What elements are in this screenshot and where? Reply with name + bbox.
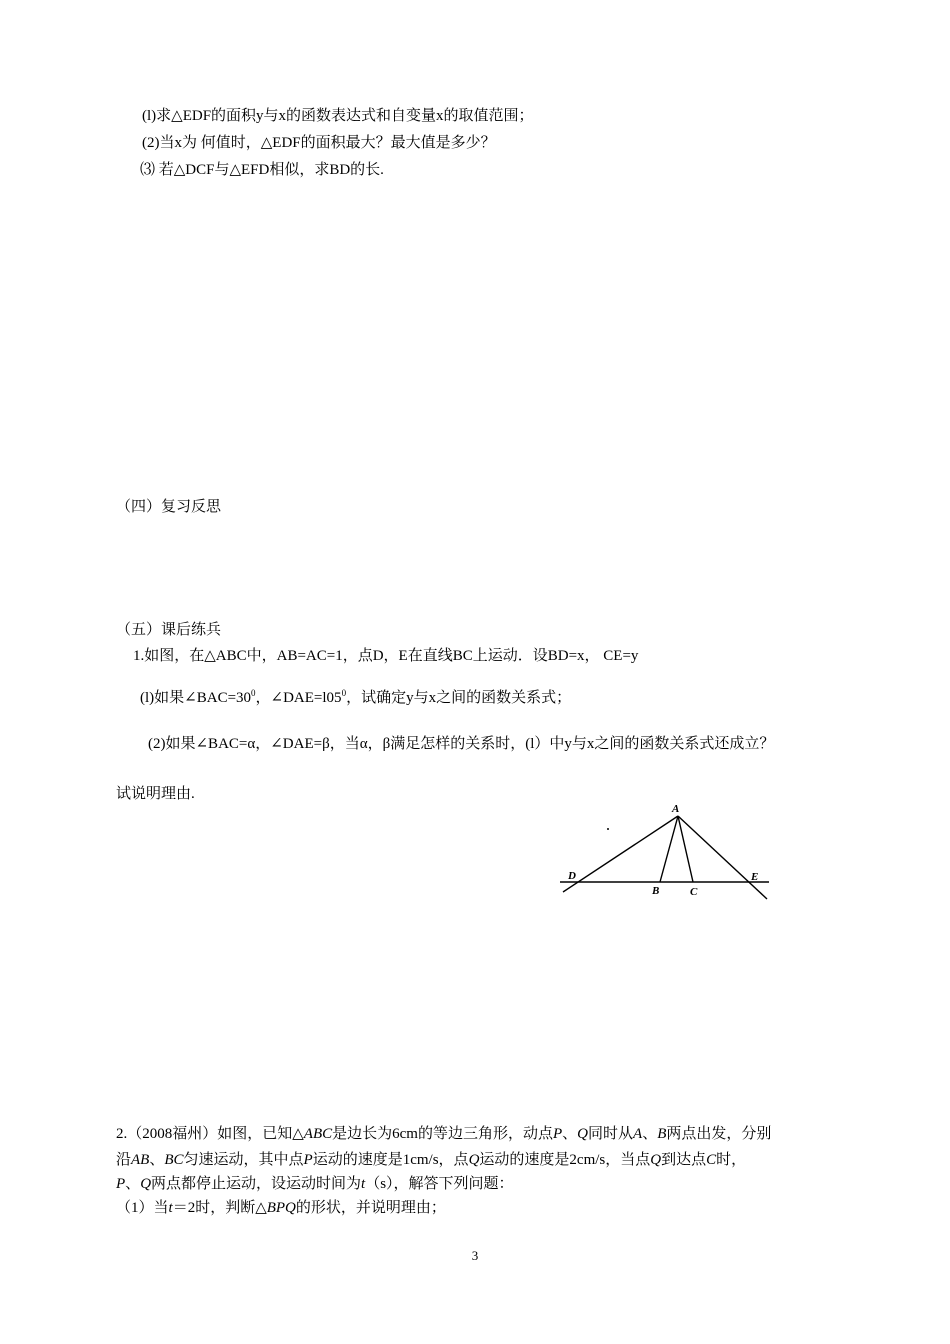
page-number: 3 <box>471 1248 479 1263</box>
text-span: ，∠DAE=l05 <box>255 690 342 706</box>
italic-var: Q <box>140 1176 152 1192</box>
italic-var: BC <box>164 1152 184 1168</box>
degree-superscript: 0 <box>341 688 347 698</box>
text-span: 运动的速度是2cm/s，当点 <box>479 1152 651 1168</box>
exercise-1-question-2: (2)如果∠BAC=α，∠DAE=β，当α，β满足怎样的关系时，(l）中y与x之间的函数关系式还成立？ <box>148 736 775 752</box>
text-span: 是边长为6cm的等边三角形，动点 <box>332 1126 553 1142</box>
label-d: D <box>568 870 576 882</box>
text-span: 的形状，并说明理由； <box>295 1200 446 1216</box>
italic-var: Q <box>650 1152 662 1168</box>
exercise-1-question-1 <box>140 688 571 708</box>
problem-2-question-1 <box>116 1198 446 1218</box>
text-span: ＝2时，判断△ <box>172 1200 267 1216</box>
italic-var: BPQ <box>266 1200 296 1216</box>
text-span: 同时从 <box>588 1126 634 1142</box>
italic-var: P <box>116 1176 126 1192</box>
text-span: 、 <box>149 1152 165 1168</box>
text-span: 、 <box>125 1176 141 1192</box>
text-span: 、 <box>642 1126 658 1142</box>
italic-var: A <box>633 1126 643 1142</box>
exercise-1-reason: 试说明理由. <box>116 786 195 802</box>
text-span: 沿 <box>116 1152 132 1168</box>
text-span: 时， <box>716 1152 747 1168</box>
italic-var: B <box>657 1126 667 1142</box>
text-span: 到达点 <box>661 1152 707 1168</box>
text-span: 匀速运动，其中点 <box>183 1152 304 1168</box>
label-e: E <box>751 871 759 883</box>
label-a: A <box>672 803 680 815</box>
section-4-heading: （四）复习反思 <box>116 499 222 515</box>
problem-2-line-1 <box>116 1124 771 1144</box>
question-3: ⑶ 若△DCF与△EFD相似，求BD的长. <box>140 162 384 178</box>
question-2: (2)当x为 何值时，△EDF的面积最大？最大值是多少？ <box>142 135 496 151</box>
italic-var: t <box>168 1200 173 1216</box>
italic-var: P <box>552 1126 563 1142</box>
triangle-figure <box>555 800 775 905</box>
label-c: C <box>690 886 698 898</box>
text-span: 、 <box>562 1126 578 1142</box>
section-5-heading: （五）课后练兵 <box>116 622 222 638</box>
italic-var: Q <box>468 1152 480 1168</box>
degree-superscript: 0 <box>251 688 256 698</box>
text-span: 2.（2008福州）如图，已知△ <box>116 1126 304 1142</box>
italic-var: P <box>303 1152 313 1168</box>
text-span: ，试确定y与x之间的函数关系式； <box>346 690 572 706</box>
text-span: （1）当 <box>116 1200 169 1216</box>
label-b: B <box>652 885 660 897</box>
exercise-1-intro: 1.如图，在△ABC中，AB=AC=1，点D，E在直线BC上运动．设BD=x， CE=y <box>133 648 639 664</box>
italic-var: ABC <box>303 1126 333 1142</box>
italic-var: AB <box>131 1152 150 1168</box>
stray-dot <box>607 828 609 830</box>
text-span: （s），解答下列问题： <box>365 1176 514 1192</box>
text-span: 两点出发，分别 <box>666 1126 772 1142</box>
italic-var: t <box>361 1176 366 1192</box>
question-1: (l)求△EDF的面积y与x的函数表达式和自变量x的取值范围； <box>142 108 534 124</box>
italic-var: C <box>706 1152 717 1168</box>
text-span: 两点都停止运动，设运动时间为 <box>151 1176 362 1192</box>
line-ac <box>678 816 693 882</box>
text-span: 运动的速度是1cm/s，点 <box>312 1152 469 1168</box>
problem-2-line-3 <box>116 1174 514 1194</box>
text-span: (l)如果∠BAC=30 <box>140 690 252 706</box>
problem-2-line-2 <box>116 1150 746 1170</box>
italic-var: Q <box>577 1126 588 1142</box>
